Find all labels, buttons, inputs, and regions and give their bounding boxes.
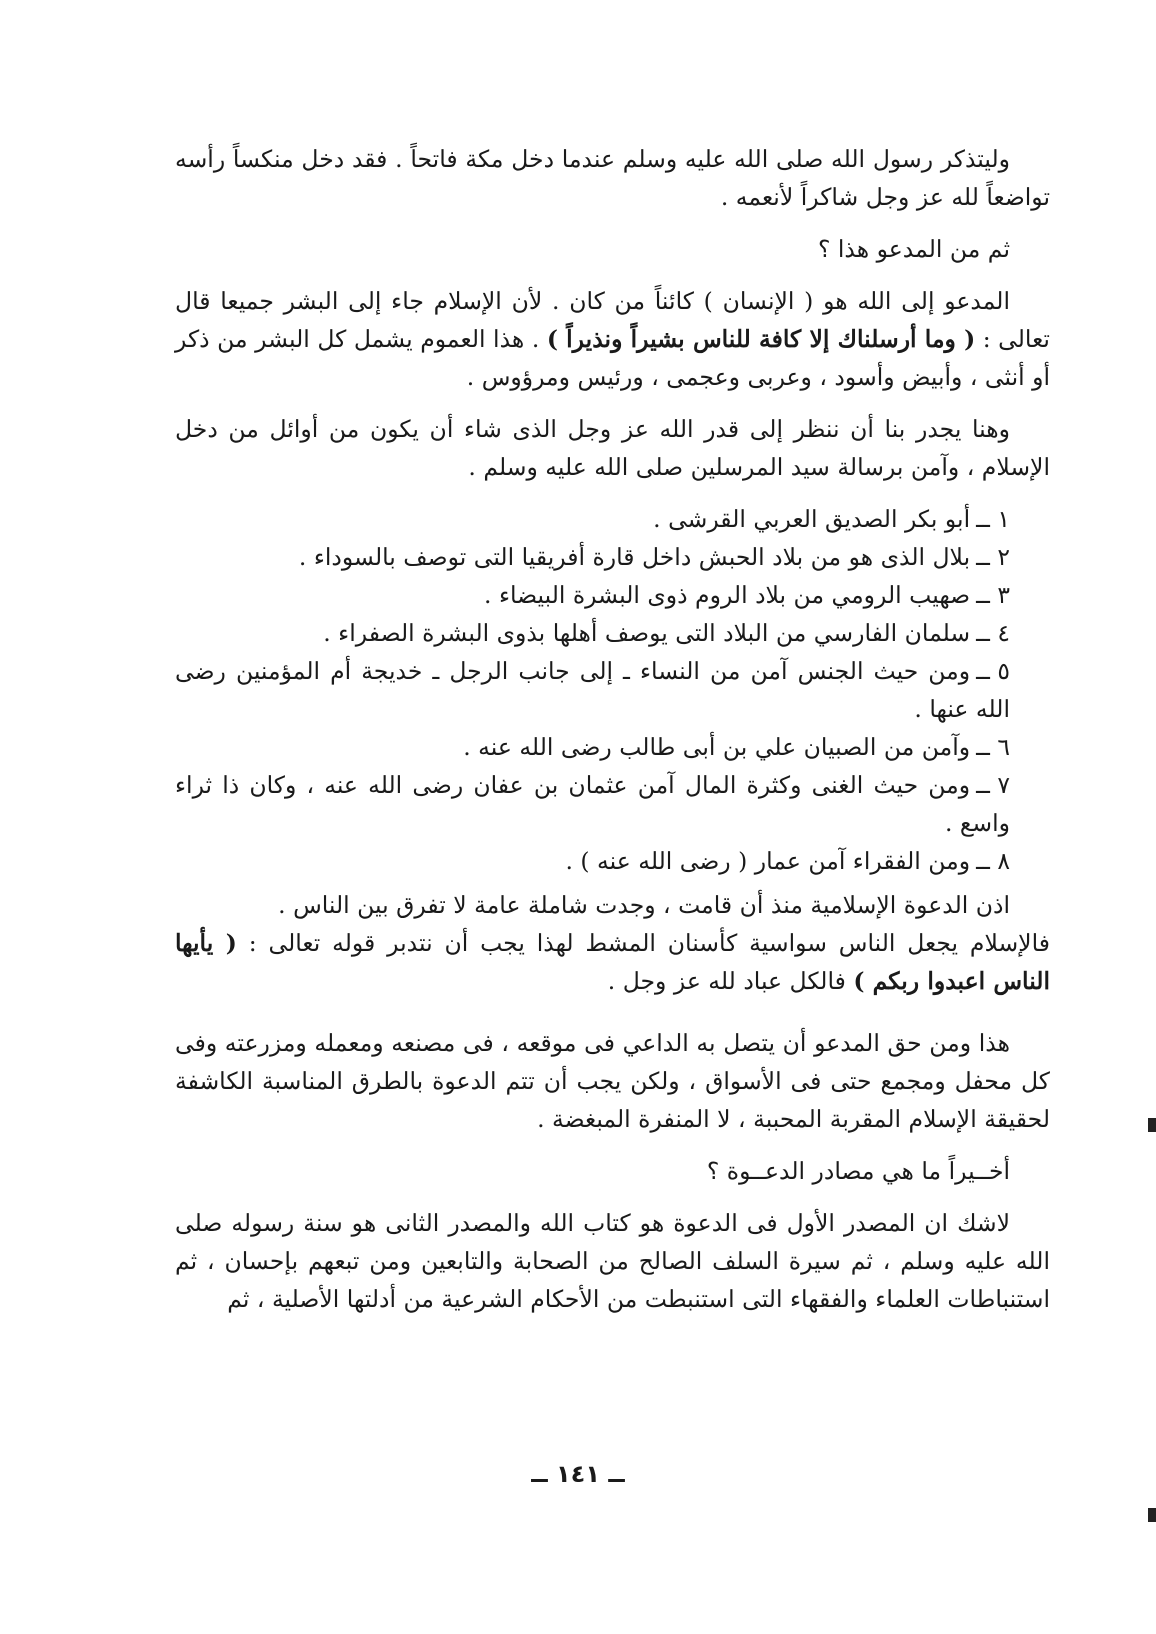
list-item-number: ٦ ــ [976,733,1010,761]
list-item [175,842,1050,880]
list-item [175,652,1050,728]
question-2: أخــيراً ما هي مصادر الدعــوة ؟ [706,1157,1010,1185]
paragraph-6: هذا ومن حق المدعو أن يتصل به الداعي فى موقعه ، فى مصنعه ومعمله ومزرعته وفى كل محفل ومجمع حتى فى الأسواق ، ولكن يجب أن تتم الدعوة بالطرق المناسبة الكاشفة لحقيقة الإسلام المقربة المحببة ، لا المنفرة المبغضة . [175,1029,1050,1133]
question-1: ثم من المدعو هذا ؟ [817,235,1010,263]
list-item-text: بلال الذى هو من بلاد الحبش داخل قارة أفريقيا التى توصف بالسوداء . [298,543,971,571]
list-item-number: ٥ ــ [976,657,1010,685]
list-item [175,766,1050,842]
scan-edge-mark [1148,1508,1156,1522]
list-item-text: ومن الفقراء آمن عمار ( رضى الله عنه ) . [565,847,971,875]
scan-edge-mark [1148,1118,1156,1132]
quran-quote-1: ( وما أرسلناك إلا كافة للناس بشيراً ونذيراً ) [546,325,976,353]
paragraph-5-text-a: فالإسلام يجعل الناس سواسية كأسنان المشط لهذا يجب أن نتدبر قوله تعالى : [248,929,1050,957]
list-item-text: ومن حيث الجنس آمن من النساء ـ إلى جانب الرجل ـ خديجة أم المؤمنين رضى الله عنها . [175,657,1010,723]
list-item-number: ٢ ــ [976,543,1010,571]
early-muslims-list [175,500,1050,880]
paragraph-2-text-b: . هذا العموم يشمل كل البشر من ذكر أو أنثى ، وأبيض وأسود ، وعربى وعجمى ، ورئيس ومرؤوس . [175,325,1050,391]
list-item [175,500,1050,538]
list-item-number: ٧ ــ [976,771,1010,799]
list-item-text: أبو بكر الصديق العربي القرشى . [653,505,971,533]
page-number: ــ ١٤١ ــ [531,1460,625,1488]
list-item [175,614,1050,652]
paragraph-3: وهنا يجدر بنا أن ننظر إلى قدر الله عز وجل الذى شاء أن يكون من أوائل من دخل الإسلام ، وآمن برسالة سيد المرسلين صلى الله عليه وسلم . [175,415,1050,481]
list-item-number: ٣ ــ [976,581,1010,609]
paragraph-5-text-b: فالكل عباد لله عز وجل . [607,967,846,995]
paragraph-7: لاشك ان المصدر الأول فى الدعوة هو كتاب الله والمصدر الثانى هو سنة رسوله صلى الله عليه وسلم ، ثم سيرة السلف الصالح من الصحابة والتابعين ومن تبعهم بإحسان ، ثم استنباطات العلماء والفقهاء التى استنبطت من الأحكام الشرعية من أدلتها الأصلية ، ثم [175,1209,1050,1313]
paragraph-1: وليتذكر رسول الله صلى الله عليه وسلم عندما دخل مكة فاتحاً . فقد دخل منكساً رأسه تواضعاً لله عز وجل شاكراً لأنعمه . [175,145,1050,211]
list-item [175,538,1050,576]
page-body [175,140,1050,1332]
paragraph-2-text-a: المدعو إلى الله هو ( الإنسان ) كائناً من كان . لأن الإسلام جاء إلى البشر جميعا قال تعالى : [175,287,1050,353]
list-item [175,728,1050,766]
paragraph-2 [175,282,1050,396]
paragraph-4: اذن الدعوة الإسلامية منذ أن قامت ، وجدت شاملة عامة لا تفرق بين الناس . [278,891,1010,919]
list-item-text: صهيب الرومي من بلاد الروم ذوى البشرة البيضاء . [484,581,971,609]
list-item-number: ٨ ــ [976,847,1010,875]
list-item [175,576,1050,614]
list-item-number: ٤ ــ [976,619,1010,647]
list-item-text: وآمن من الصبيان علي بن أبى طالب رضى الله عنه . [463,733,971,761]
quran-quote-2: ( يأيها الناس اعبدوا ربكم ) [175,929,1050,995]
list-item-text: سلمان الفارسي من البلاد التى يوصف أهلها بذوى البشرة الصفراء . [323,619,971,647]
list-item-number: ١ ــ [976,505,1010,533]
paragraph-5 [175,924,1050,1000]
list-item-text: ومن حيث الغنى وكثرة المال آمن عثمان بن عفان رضى الله عنه ، وكان ذا ثراء واسع . [175,771,1010,837]
